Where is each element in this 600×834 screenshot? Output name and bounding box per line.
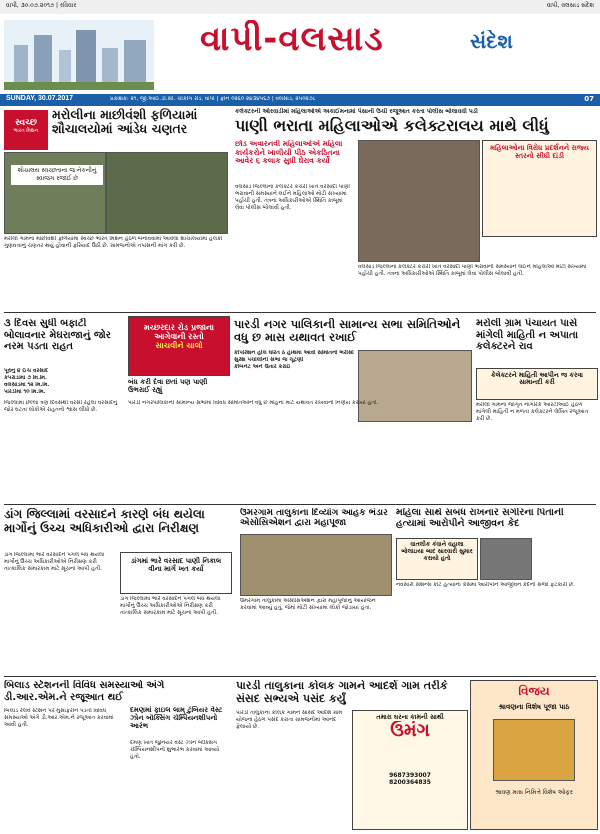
ad-vijay: વિજય શ્રાવણના વિશેષ પૂજા પાઠ શ્રાવણ માસ નિમિત્તે વિશેષ ઓફર [470,680,598,830]
top-right-text: વાપી, વલસાડ સંદેશ [546,2,594,9]
divider [4,504,596,505]
masthead [0,14,600,94]
story1-photo: શૌચાલય સ્વચ્છતાના જ નેકનીનું સ્વાજગ રજાઈ છે [4,152,106,234]
story1-body: મરોલી ગામના માછીવંશી ફળિયામાં સ્વચ્છ ભારત મિશન હેઠળ બનાવવામાં આવેલા શૌચાલયોમાં હલકી ગુણવત્તાનું ચણતર થયું હોવાની ફરિયાદ ઉઠી છે. ગ્રામજનોએ તપાસની માંગ કરી છે. [4,236,223,249]
story3-bullets [4,368,124,396]
story8-headline: મહિલા સાથે સંબંધ રાખનાર સગીરના પિતાની હત્યામાં આરોપીને આજીવન કેદ [396,508,564,529]
top-strip [0,0,600,15]
story6-headline: ડાંગ જિલ્લામાં વરસાદને કારણે બંધ થયેલા માર્ગોનું ઉચ્ચ અધિકારીઓ દ્વારા નિરીક્ષણ [4,508,205,535]
story11-headline: પારડી તાલુકાના કોલક ગામને આદર્શ ગામ તરીકે સંસદ સભ્યએ પસંદ કર્યું [236,680,448,705]
story2-headline: પાણી ભરાતા મહિલાઓએ કલેક્ટરાલય માથે લીધું [235,117,549,135]
story6-box: ડાંગમાં ભારે વરસાદ પાણી નિકાલ વીના માર્ગ ખત કર્યા [120,552,232,594]
story10-body: દમણ ખાતે જુનિયર વેસ્ટ ઝોન બૉક્સિંગ ચૅમ્પિયનશીપનો શુભારંભ કરવામાં આવ્યો હતો. [130,740,220,760]
page-number: 07 [584,95,594,103]
story4-headline: પારડી નગર પાલિકાની સામાન્ય સભા સમિતિઓને વધુ છ માસ યથાવત રખાઈ [234,318,461,345]
story4-tag: મચ્છરદાર રોડ પ્રજાના આગેવાની રસ્તો સાચવીને ચાલો [128,316,230,376]
masthead-title: વાપી-વલસાડ [200,20,384,59]
story7-photo [240,534,392,596]
top-left-text: વાપી, ૩૦.૦૭.૨૦૧૭ | રવિવાર [6,2,77,9]
masthead-suffix: સંદેશ [470,30,513,53]
imprint-line: પ્રકાશક: ૨૧, જી.આઈ.ડી.સી. ચોકીંગ રોડ, વાપી | ફોન ૦૨૬૦ ૨૪૩૪૫૬૭ | વલસાડ, ૨૫૦૨૭૮ [110,96,316,102]
story5-body: મરોલી ગામના જાગૃત નાગરિકે આરટીઆઈ હેઠળ માંગેલી માહિતી ન મળતા કલેક્ટરને લેખિત રજૂઆત કરી છે. [476,402,589,422]
story2-subhead: છોડ અવારનવી મહિલાઓએ મહિલા કાર્યકરોને ખાલીયી પીઠ એકઠિતના આવેર ૬ કલાક સુધી ઘેરાવ કર્યો [235,140,343,166]
story8-box: વાતલીક કંવાને વહાલા બોલાઇયા બાદ સારવારી સુમાર કરાયો હતો [396,538,478,580]
story9-headline: બિલાડ સ્ટેશનની વિવિધ સમસ્યાઓ અંગે ડી.આર.એમ.ને રજૂઆત થઈ [4,680,165,703]
story5-side-box: કેલેક્ટરને માહિતી આપીન જ કરવા સામાનદી કરી [476,368,598,400]
date-bar [0,94,600,106]
story2-body-2: વલસાડ જિલ્લાના કલેક્ટર કચેરી ખાતે વરસાદી પાણી ભરાવાની સમસ્યાને લઈને મહિલાઓ મોટી સંખ્યામાં પહોંચી હતી. તંત્રના અધિકારીઓએ સ્થિતિ કાબૂમાં લેવા પોલીસ બોલાવી હતી. [358,264,587,277]
bullet: વલસાડમાં ૧૨ મિ.મિ. [4,382,50,388]
swachh-badge: સ્વચ્છ ભારત મિશન [4,110,48,150]
story1-headline: મરોલીના માછીવંશી ફળિયામાં શૌચાલયોમાં આંડેધ ચણતર [52,108,198,137]
story8-body: નવસારી સેશન્સ કોર્ટે હત્યાના કેસમાં આરોપીને આજીવન કેદની સજા ફટકારી છે. [396,582,575,588]
bullet: પારડીમાં ૧૦ મિ.મિ. [4,389,46,395]
story3-body: જિલ્લામાં છેલ્લા ત્રણ દિવસથી વરસી રહેલા વરસાદનું જોર ઘટતા લોકોએ રાહતનો શ્વાસ લીધો છે. [4,400,118,413]
story2-sidebar: મહિલાઓના વિરોધ પ્રદર્શનને રાજ્ય સ્તરનો સીધી દાંડી [482,140,597,237]
story11-body: પારડી તાલુકાના કોલક ગામને સાંસદ આદર્શ ગ્રામ યોજના હેઠળ પસંદ કરાતા ગ્રામજનોમાં આનંદ ફેલાયો છે. [236,710,343,730]
story7-headline: ઉમરગામ તાલુકાના દિવ્યાંગ આહક ભંડાર એસોસિએશન દ્વારા મહાપૂજા [240,508,388,529]
date-line: SUNDAY, 30.07.2017 [6,95,74,102]
story10-kicker: દમણમાં ફાઇલ લામ્ ટુંબિયર વેસ્ટ ઝોન બૉક્સિંગ ચૅમ્પિયનશીપનો આરંભ [130,706,223,731]
story6-body: ડાંગ જિલ્લામાં ભારે વરસાદને પગલે બંધ થયેલા માર્ગોનું ઉચ્ચ અધિકારીઓએ નિરીક્ષણ કરી તાત્કાલિક સમારકામ માટે સૂચના આપી હતી. [4,552,105,572]
story4-notice: બંધ કરી દેવા છતાં પણ પાણી ઉભરાઈ રહ્યું [128,378,208,395]
bullet: કપરાડામાં ૭ મિ.મિ. [4,375,47,381]
divider [4,676,596,677]
bullet: સુરેશ પંચોલીની સભા જ ચૂંટણી [234,357,304,363]
story6-body-2: ડાંગ જિલ્લામાં ભારે વરસાદને પગલે બંધ થયેલા માર્ગોનું ઉચ્ચ અધિકારીઓએ નિરીક્ષણ કરી તાત્કાલિક સમારકામ માટે સૂચના આપી હતી. [120,596,221,616]
city-skyline-icon [4,20,154,90]
bullet: પૂર્વનું ૪ ઈંચ વરસાદ [4,368,49,374]
story5-headline: મરોલી ગ્રામ પંચાયત પાસે માંગેલી માહિતી ન અપાતા કલેક્ટરને રાવ [476,318,579,352]
divider [4,312,596,313]
story2-photo [358,140,480,262]
story2-body: વલસાડ જિલ્લાના કલેક્ટર કચેરી ખાતે વરસાદી પાણી ભરાવાની સમસ્યાને લઈને મહિલાઓ મોટી સંખ્યામાં પહોંચી હતી. તંત્રના અધિકારીઓએ સ્થિતિ કાબૂમાં લેવા પોલીસ બોલાવી હતી. [235,184,350,211]
story8-photo [480,538,532,580]
story9-body: બિલાડ રેલવે સ્ટેશન પર મુસાફરોને પડતી વિવિધ સમસ્યાઓ અંગે ડી.આર.એમ.ને રજૂઆત કરવામાં આવી હતી. [4,708,114,728]
story4-bullets [234,350,354,371]
bullet: કેબિનેટ અને ઉતાર કરાઈ [234,364,291,370]
story1-photo-2 [106,152,228,234]
story2-kicker: કલેક્ટરની ઓરવાડીમાં મહિલાઓએ અકાઈમનામાં પૈસાની ઉંચી રજૂઆત કરતા પોલીસ બોલાવવી પડી [235,108,478,115]
ad-umang: તમારા ઘરના કામની સાથી ઉમંગ 9687393007 8200364835 [352,710,468,830]
story3-headline: ૩ દિવસ સુધી બફાટી બોલાવનાર મેઘરાજાનું જોર નરમ પડતા રાહત [4,318,111,352]
story7-body: ઉમરગામ તાલુકામાં એસોસિએશન દ્વારા મહાપૂજાનું આયોજન કરવામાં આવ્યું હતું, જેમાં મોટી સંખ્યામાં લોકો જોડાયા હતા. [240,598,376,611]
bullet: કોર્પોરેશન હોલ ઘરિત ઠ હાથમાં આવી સમિતિનો ભરોસો [234,350,354,356]
story4-body: પારડી નગરપાલિકાની સામાન્ય સભામાં વિવિધ સમિતિઓને વધુ છ મહિના માટે યથાવત રાખવાનો નિર્ણય કરાયો હતો. [128,400,379,406]
